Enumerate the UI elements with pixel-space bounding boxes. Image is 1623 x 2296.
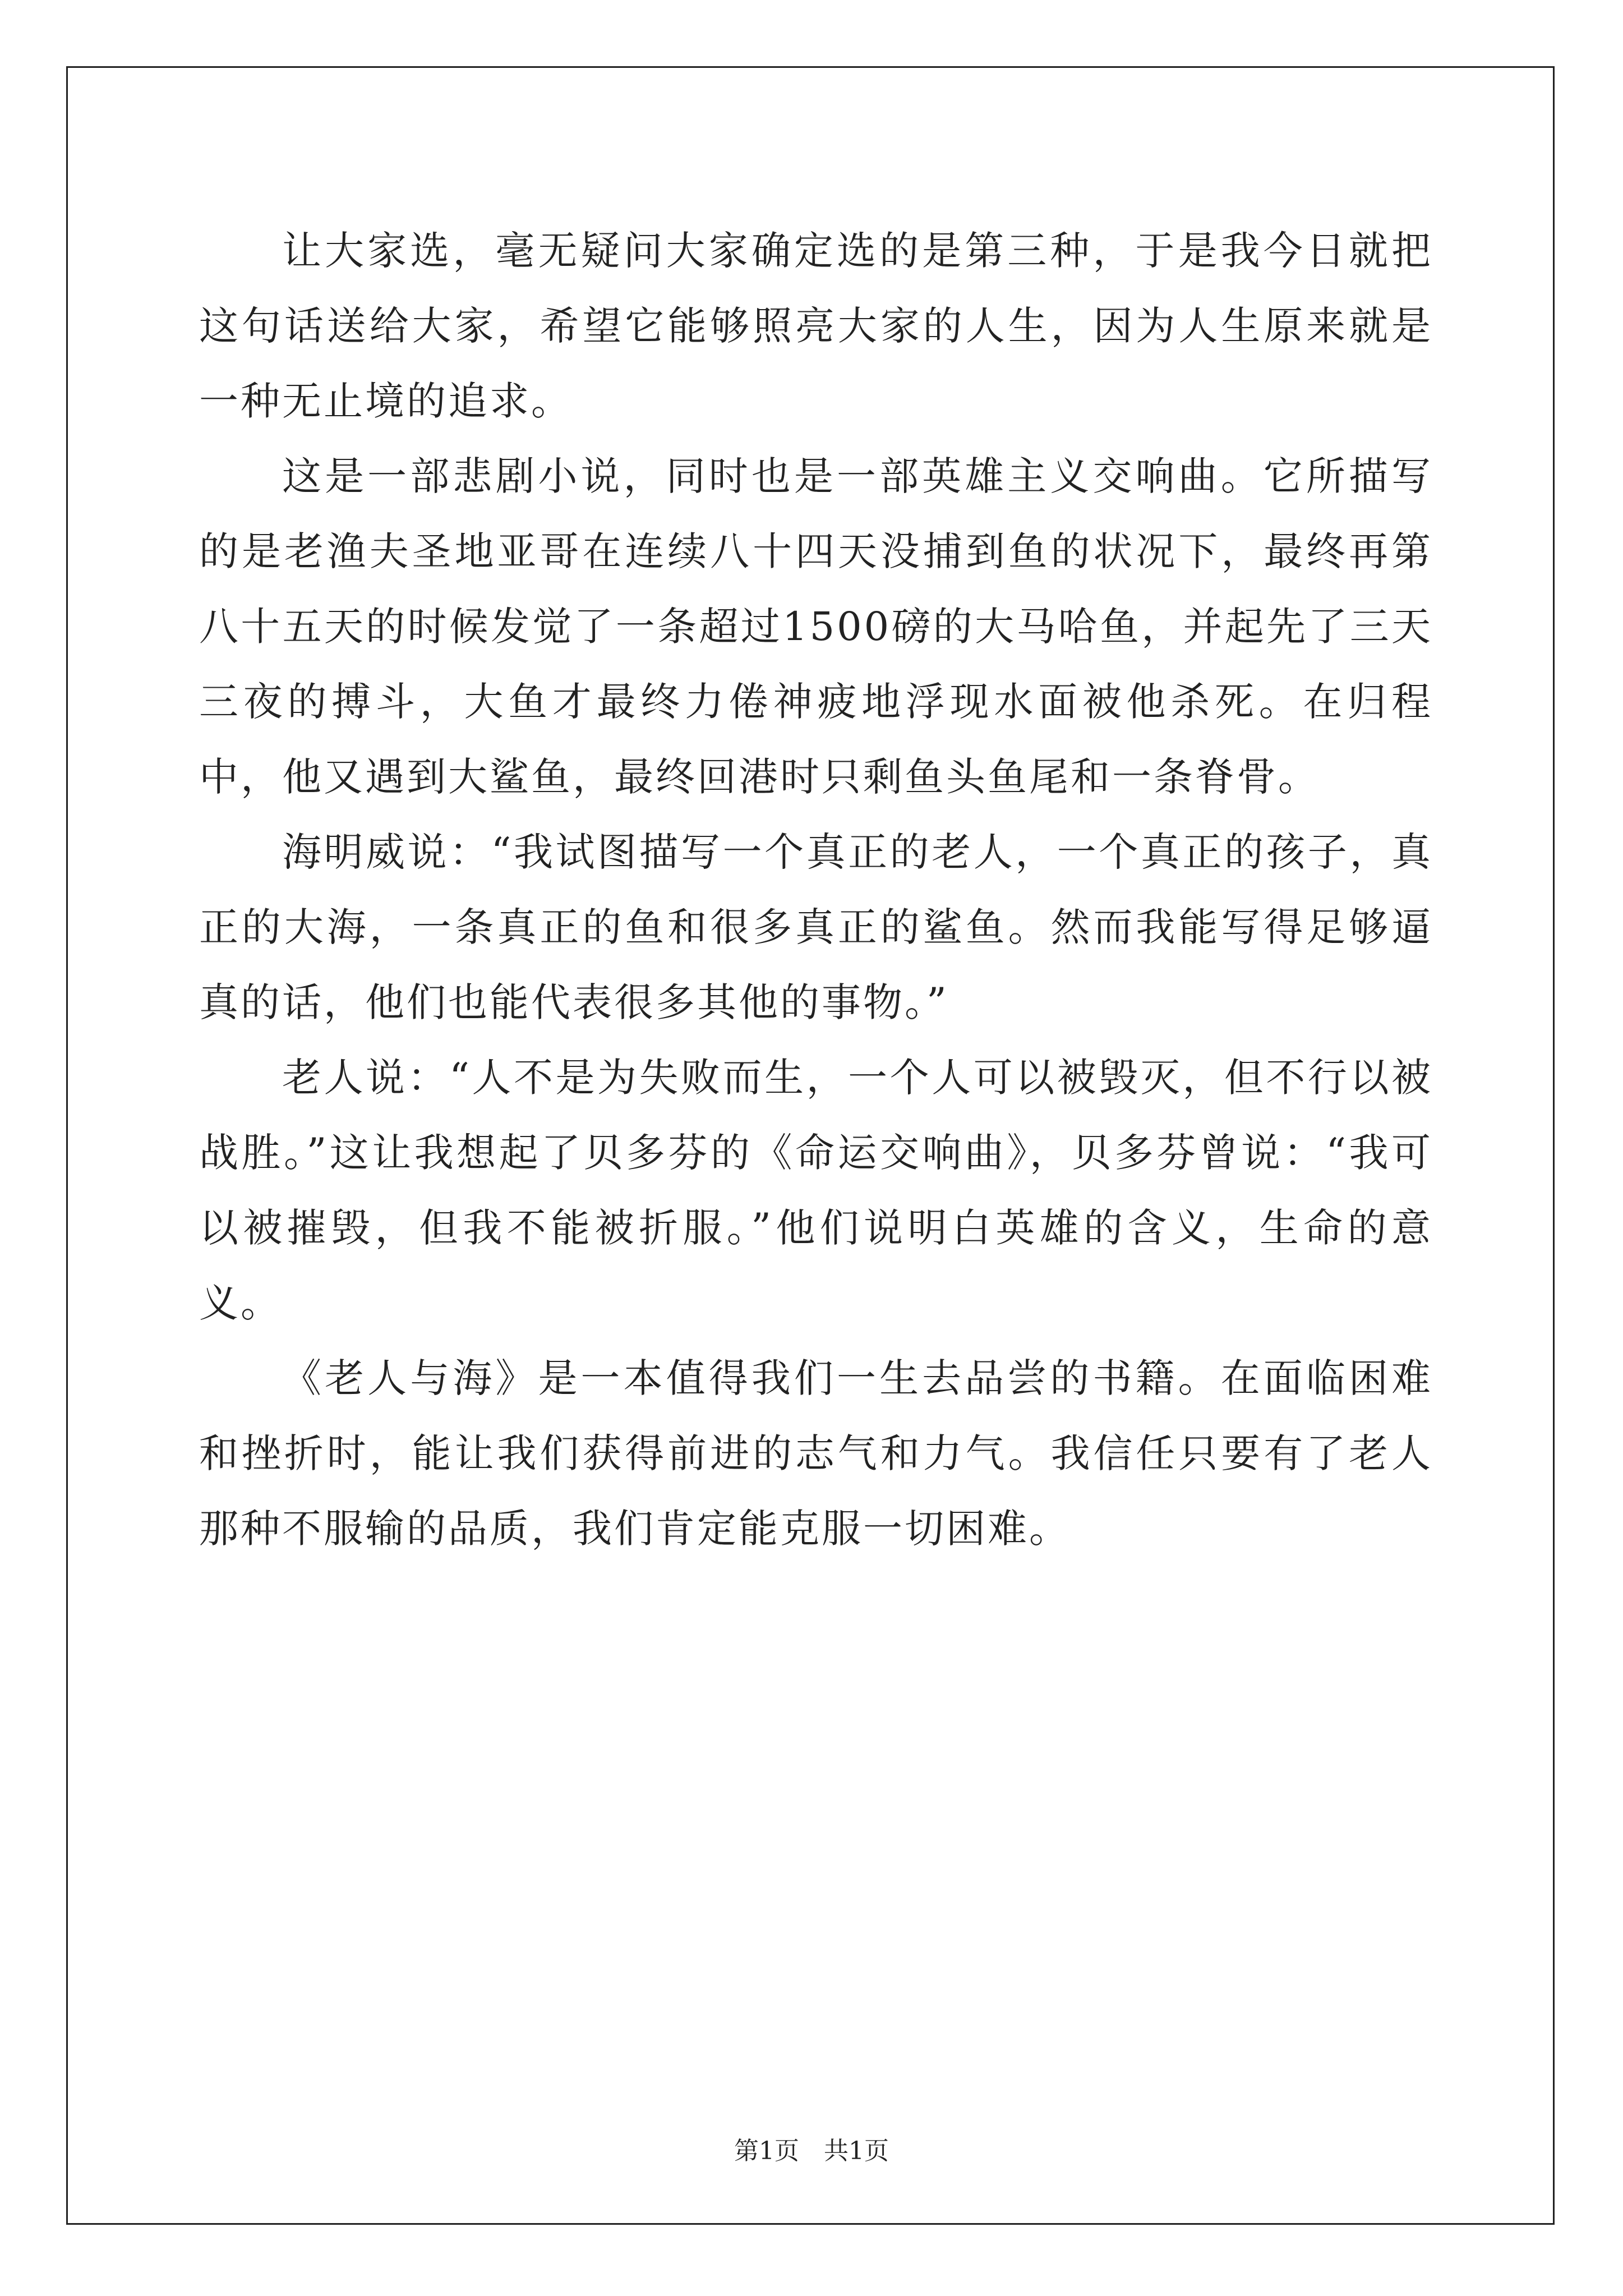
document-body	[199, 213, 1433, 1566]
paragraph-5: 《老人与海》是一本值得我们一生去品尝的书籍。在面临困难和挫折时，能让我们获得前进的志气和力气。我信任只要有了老人那种不服输的品质，我们肯定能克服一切困难。	[199, 1355, 1433, 1552]
paragraph-3: 海明威说：“我试图描写一个真正的老人，一个真正的孩子，真正的大海，一条真正的鱼和很多真正的鲨鱼。然而我能写得足够逼真的话，他们也能代表很多其他的事物。”	[199, 829, 1433, 1025]
paragraph-4: 老人说：“人不是为失败而生，一个人可以被毁灭，但不行以被战胜。”这让我想起了贝多芬的《命运交响曲》，贝多芬曾说：“我可以被摧毁，但我不能被折服。”他们说明白英雄的含义，生命的意义。	[199, 1055, 1433, 1326]
paragraph-1: 让大家选，毫无疑问大家确定选的是第三种，于是我今日就把这句话送给大家，希望它能够照亮大家的人生，因为人生原来就是一种无止境的追求。	[199, 228, 1433, 424]
paragraph-2: 这是一部悲剧小说，同时也是一部英雄主义交响曲。它所描写的是老渔夫圣地亚哥在连续八十四天没捕到鱼的状况下，最终再第八十五天的时候发觉了一条超过1500磅的大马哈鱼，并起先了三天三夜的搏斗，大鱼才最终力倦神疲地浮现水面被他杀死。在归程中，他又遇到大鲨鱼，最终回港时只剩鱼头鱼尾和一条脊骨。	[199, 453, 1433, 800]
page-footer: 第1页 共1页	[734, 2137, 889, 2165]
